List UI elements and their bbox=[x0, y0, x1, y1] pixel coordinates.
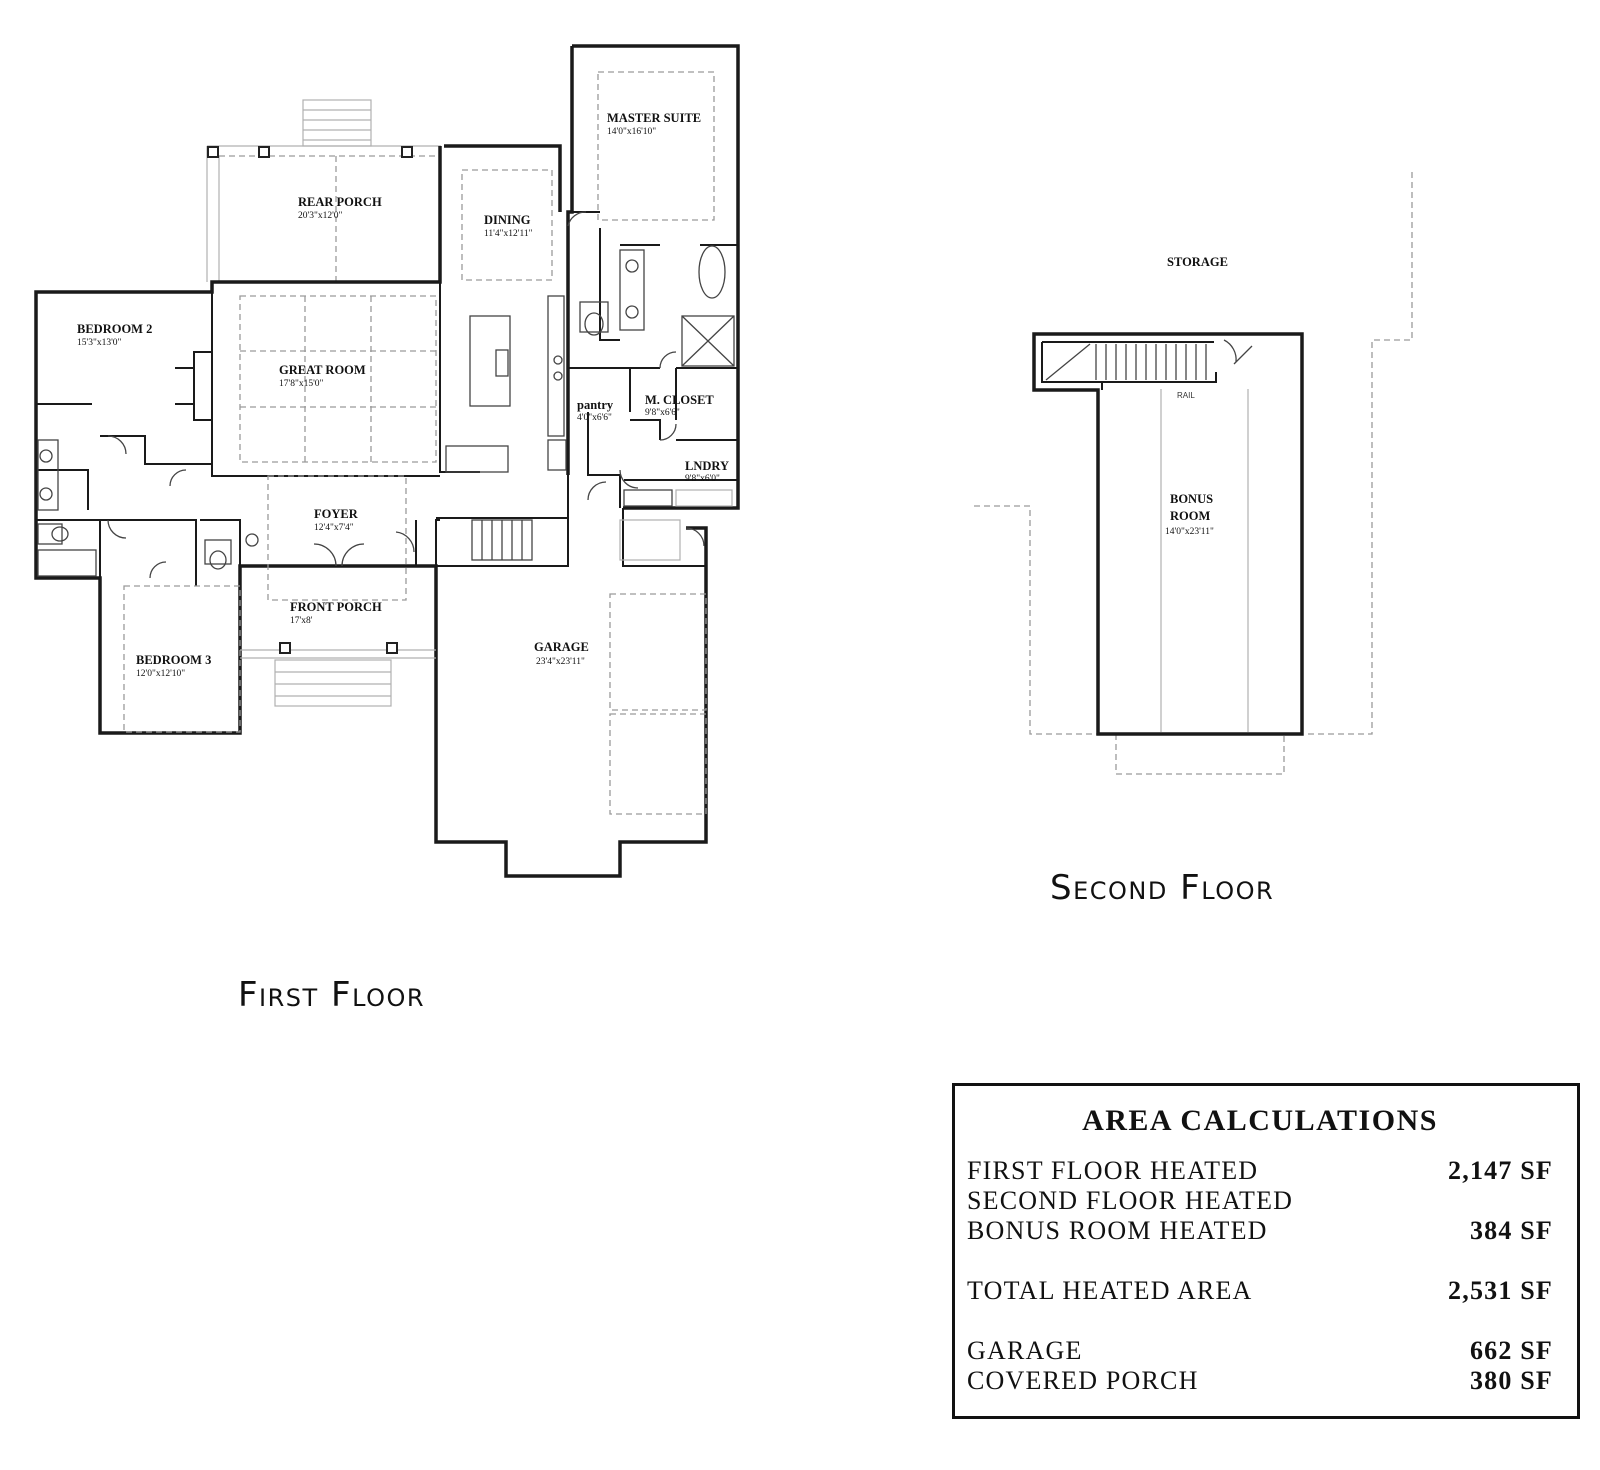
pantry-label: pantry bbox=[577, 398, 614, 412]
area-row-value: 2,531 SF bbox=[1448, 1276, 1553, 1305]
first-floor-exterior-wall bbox=[36, 46, 738, 876]
storage-label: STORAGE bbox=[1167, 255, 1228, 269]
master-suite-dim: 14'0"x16'10" bbox=[607, 127, 657, 137]
area-row-label: GARAGE bbox=[967, 1336, 1083, 1365]
first-floor-interior-walls bbox=[36, 212, 738, 586]
second-floor-stairs bbox=[1046, 340, 1252, 380]
first-floor-title: First Floor bbox=[238, 975, 426, 1015]
m-closet-dim: 9'8"x6'6" bbox=[645, 408, 680, 418]
area-row-label: COVERED PORCH bbox=[967, 1366, 1199, 1395]
bedroom3-label: BEDROOM 3 bbox=[136, 653, 212, 667]
area-row-label: FIRST FLOOR HEATED bbox=[967, 1156, 1259, 1185]
area-row-value: 662 SF bbox=[1469, 1336, 1553, 1365]
first-floor-plan bbox=[36, 46, 738, 876]
garage-label: GARAGE bbox=[534, 640, 589, 654]
area-row bbox=[967, 1186, 1553, 1216]
rear-porch-dim: 20'3"x12'0" bbox=[298, 211, 343, 221]
second-floor-title: Second Floor bbox=[1050, 868, 1275, 908]
area-row-label: TOTAL HEATED AREA bbox=[967, 1276, 1253, 1305]
foyer-label: FOYER bbox=[314, 507, 358, 521]
lndry-dim: 9'8"x6'0" bbox=[685, 474, 720, 484]
area-row-label: BONUS ROOM HEATED bbox=[967, 1216, 1268, 1245]
front-porch-label: FRONT PORCH bbox=[290, 600, 382, 614]
master-suite-label: MASTER SUITE bbox=[607, 111, 702, 125]
dining-label: DINING bbox=[484, 213, 531, 227]
area-row-label: SECOND FLOOR HEATED bbox=[967, 1186, 1294, 1215]
bonus-room-dim: 14'0"x23'11" bbox=[1165, 527, 1214, 537]
area-row bbox=[967, 1156, 1553, 1186]
foyer-dim: 12'4"x7'4" bbox=[314, 523, 354, 533]
rear-porch-label: REAR PORCH bbox=[298, 195, 382, 209]
lndry-label: LNDRY bbox=[685, 459, 730, 473]
area-row-value: 2,147 SF bbox=[1448, 1156, 1553, 1185]
area-row-value: 380 SF bbox=[1469, 1366, 1553, 1395]
bedroom2-dim: 15'3"x13'0" bbox=[77, 338, 122, 348]
m-closet-label: M. CLOSET bbox=[645, 393, 714, 407]
area-row bbox=[967, 1276, 1553, 1306]
bonus-room-label-line1: BONUS bbox=[1170, 492, 1214, 506]
bedroom2-label: BEDROOM 2 bbox=[77, 322, 153, 336]
area-calculations-box bbox=[952, 1083, 1580, 1419]
front-porch-dim: 17'x8' bbox=[290, 616, 313, 626]
area-calculations-title: AREA CALCULATIONS bbox=[1082, 1104, 1438, 1137]
area-row bbox=[967, 1216, 1553, 1246]
area-row bbox=[967, 1336, 1553, 1366]
rail-label: RAIL bbox=[1177, 391, 1195, 400]
garage-dim: 23'4"x23'11" bbox=[536, 657, 585, 667]
great-room-label: GREAT ROOM bbox=[279, 363, 366, 377]
great-room-dim: 17'8"x15'0" bbox=[279, 379, 324, 389]
bedroom3-dim: 12'0"x12'10" bbox=[136, 669, 186, 679]
area-row-value: 384 SF bbox=[1469, 1216, 1553, 1245]
second-floor-labels bbox=[1165, 255, 1228, 537]
dining-dim: 11'4"x12'11" bbox=[484, 229, 533, 239]
interior-details bbox=[38, 72, 734, 814]
area-row bbox=[967, 1366, 1553, 1396]
bonus-room-label-line2: ROOM bbox=[1170, 509, 1211, 523]
pantry-dim: 4'0"x6'6" bbox=[577, 413, 612, 423]
rear-porch-area bbox=[207, 100, 441, 282]
